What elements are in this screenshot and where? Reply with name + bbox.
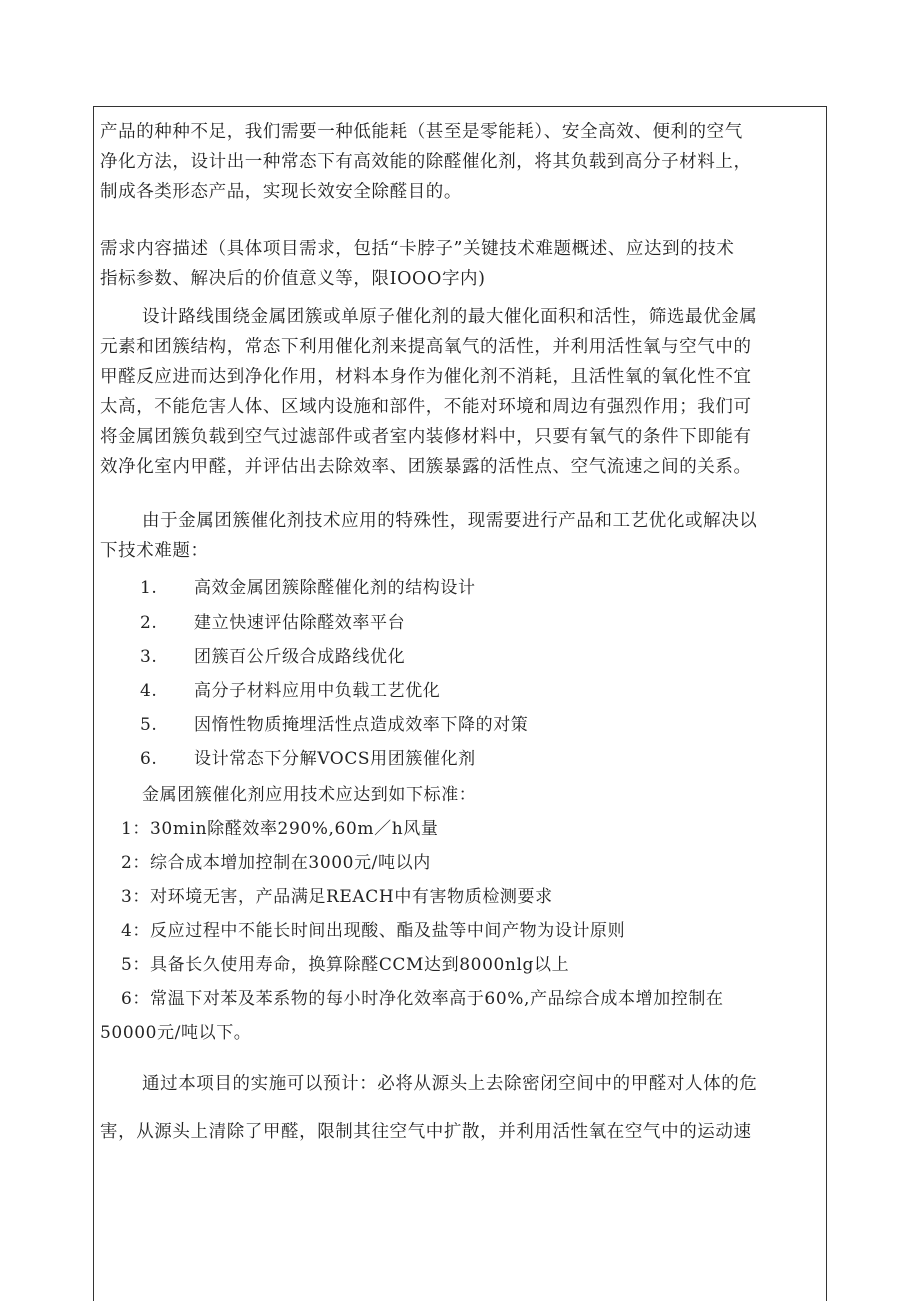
difficulty-number: 5. — [140, 715, 158, 735]
difficulty-text: 建立快速评估除醛效率平台 — [194, 613, 406, 633]
difficulty-item — [94, 644, 816, 670]
difficulty-item — [94, 746, 816, 772]
difficulty-text: 设计常态下分解VOCS用团簇催化剂 — [194, 749, 476, 769]
intro-paragraph — [100, 117, 822, 207]
difficulty-intro-line: 由于金属团簇催化剂技术应用的特殊性，现需要进行产品和工艺优化或解决以 — [142, 511, 758, 531]
difficulty-item — [94, 575, 816, 601]
heading-line: 指标参数、解决后的价值意义等，限IOOO字内) — [100, 269, 486, 289]
standard-item: 5：具备长久使用寿命，换算除醛CCM达到8000nlg以上 — [121, 955, 570, 975]
standard-item: 1：30min除醛效率290%,60m／h风量 — [121, 819, 439, 839]
design-line: 效净化室内甲醛，并评估出去除效率、团簇暴露的活性点、空气流速之间的关系。 — [100, 457, 752, 477]
difficulty-number: 2. — [140, 613, 158, 633]
difficulty-text: 高效金属团簇除醛催化剂的结构设计 — [194, 578, 476, 598]
design-line: 将金属团簇负载到空气过滤部件或者室内装修材料中，只要有氧气的条件下即能有 — [100, 427, 752, 447]
standard-item: 2：综合成本增加控制在3000元/吨以内 — [121, 853, 431, 873]
standard-item: 3：对环境无害，产品满足REACH中有害物质检测要求 — [121, 887, 553, 907]
standards-intro: 金属团簇催化剂应用技术应达到如下标准： — [142, 785, 477, 805]
intro-line: 制成各类形态产品，实现长效安全除醛目的。 — [100, 182, 462, 202]
content-table-cell — [93, 106, 827, 1301]
standard-item: 6：常温下对苯及苯系物的每小时净化效率高于60%,产品综合成本增加控制在 — [121, 989, 724, 1009]
outcome-paragraph — [100, 1069, 822, 1147]
difficulty-intro — [100, 506, 822, 566]
requirement-heading — [100, 234, 822, 294]
difficulty-text: 因惰性物质掩埋活性点造成效率下降的对策 — [194, 715, 529, 735]
difficulty-number: 4. — [140, 681, 158, 701]
difficulty-intro-line: 下技术难题： — [100, 541, 209, 561]
design-line: 甲醛反应进而达到净化作用，材料本身作为催化剂不消耗，且活性氧的氧化性不宜 — [100, 367, 752, 387]
standard-item-continuation: 50000元/吨以下。 — [100, 1023, 252, 1043]
design-paragraph — [100, 302, 822, 482]
design-line: 元素和团簇结构，常态下利用催化剂来提高氧气的活性，并利用活性氧与空气中的 — [100, 337, 752, 357]
outcome-line: 通过本项目的实施可以预计：必将从源头上去除密闭空间中的甲醛对人体的危 — [142, 1074, 758, 1094]
difficulty-number: 3. — [140, 647, 158, 667]
intro-line: 净化方法，设计出一种常态下有高效能的除醛催化剂，将其负载到高分子材料上， — [100, 152, 752, 172]
difficulty-text: 高分子材料应用中负载工艺优化 — [194, 681, 441, 701]
difficulty-item — [94, 610, 816, 636]
difficulty-number: 1. — [140, 578, 158, 598]
standard-item: 4：反应过程中不能长时间出现酸、酯及盐等中间产物为设计原则 — [121, 921, 626, 941]
heading-line: 需求内容描述（具体项目需求，包括“卡脖子”关键技术难题概述、应达到的技术 — [100, 239, 735, 259]
intro-line: 产品的种种不足，我们需要一种低能耗（甚至是零能耗）、安全高效、便利的空气 — [100, 122, 743, 142]
difficulty-text: 团簇百公斤级合成路线优化 — [194, 647, 406, 667]
difficulty-item — [94, 712, 816, 738]
outcome-line: 害，从源头上清除了甲醛，限制其往空气中扩散，并利用活性氧在空气中的运动速 — [100, 1122, 752, 1142]
difficulty-item — [94, 678, 816, 704]
design-line: 设计路线围绕金属团簇或单原子催化剂的最大催化面积和活性，筛选最优金属 — [142, 307, 758, 327]
design-line: 太高，不能危害人体、区域内设施和部件，不能对环境和周边有强烈作用；我们可 — [100, 397, 752, 417]
difficulty-number: 6. — [140, 749, 158, 769]
